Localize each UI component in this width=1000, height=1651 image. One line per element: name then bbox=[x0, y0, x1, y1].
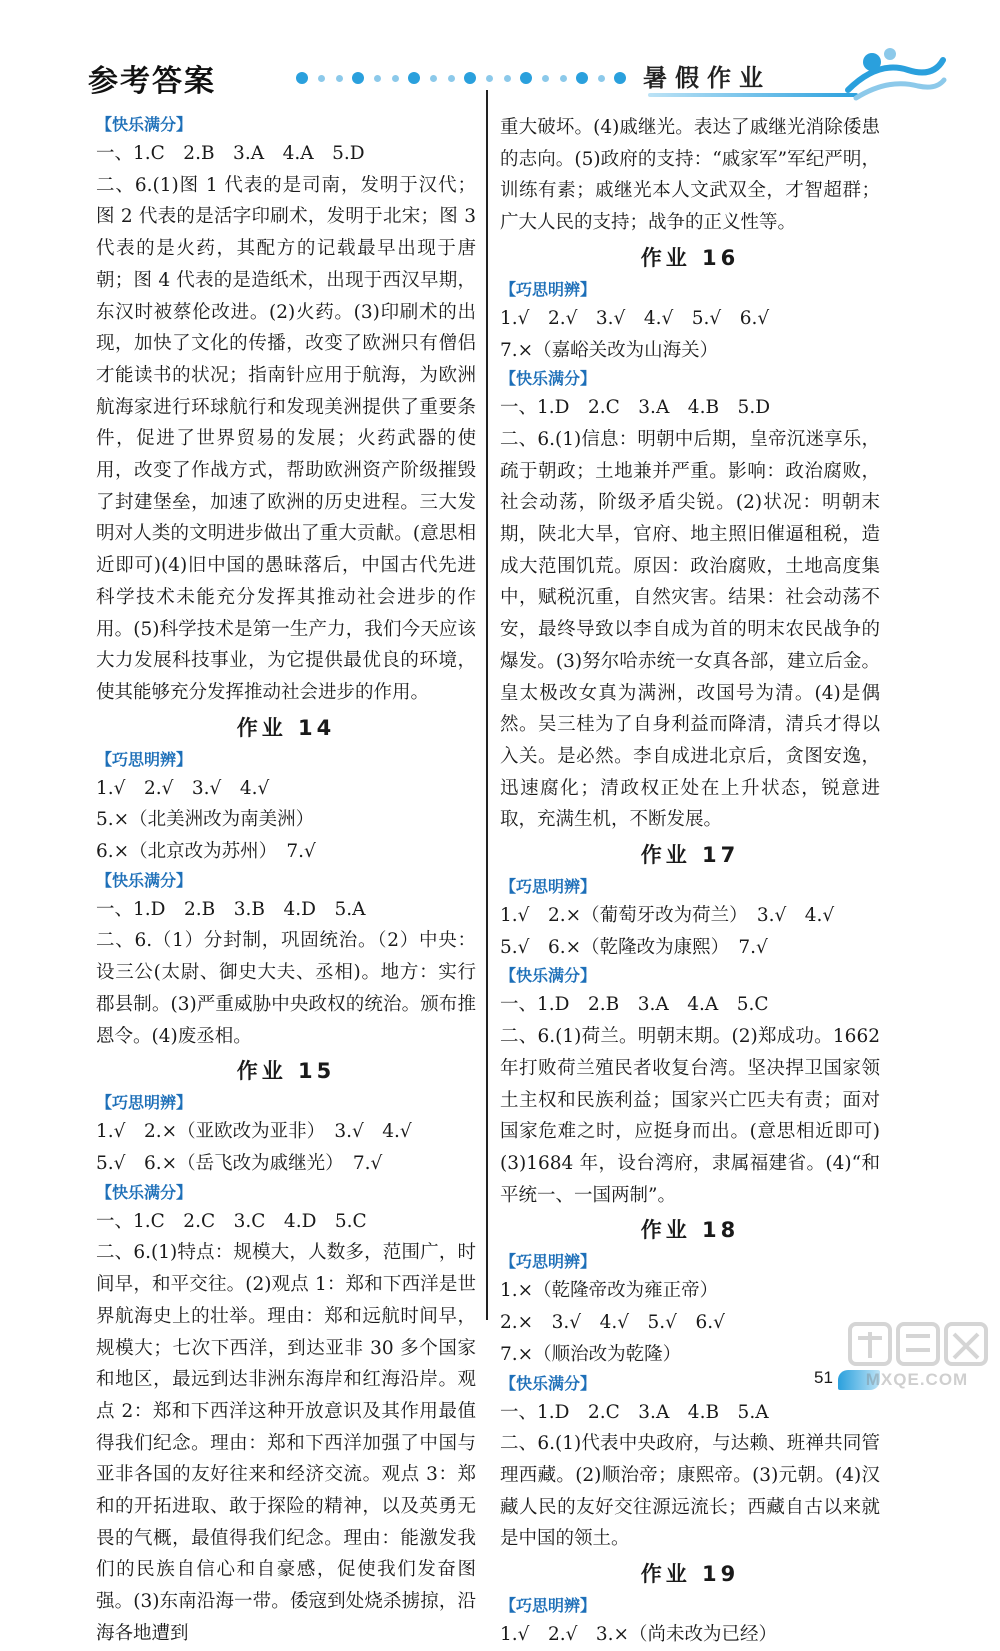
answer-line: 2.× 3.√ 4.√ 5.√ 6.√ bbox=[500, 1312, 725, 1334]
page-header bbox=[88, 48, 948, 108]
answer-line: 一、1.D 2.C 3.A 4.B 5.A bbox=[500, 1401, 769, 1423]
answer-line: 一、1.C 2.C 3.C 4.D 5.C bbox=[96, 1210, 367, 1232]
answer-paragraph: 重大破坏。(4)戚继光。表达了戚继光消除倭患的志向。(5)政府的支持：“戚家军”军纪严明，训练有素；戚继光本人文武双全，才智超群；广大人民的支持；战争的正义性等。 bbox=[500, 117, 880, 234]
answer-line: 1.√ 2.√ 3.√ 4.√ 5.√ 6.√ bbox=[500, 307, 770, 329]
homework-heading-14: 作业 14 bbox=[236, 715, 336, 740]
answer-line: 7.×（顺治改为乾隆） bbox=[500, 1343, 682, 1365]
watermark-text: MXQE.COM bbox=[865, 1370, 969, 1389]
watermark-logo-icon bbox=[842, 1318, 992, 1370]
wave-logo-icon bbox=[838, 40, 948, 106]
answer-line: 5.√ 6.×（乾隆改为康熙） 7.√ bbox=[500, 936, 768, 958]
section-tag: 【巧思明辨】 bbox=[500, 877, 597, 897]
section-tag: 【快乐满分】 bbox=[500, 1373, 597, 1393]
section-tag: 【巧思明辨】 bbox=[500, 279, 597, 299]
watermark bbox=[842, 1318, 992, 1394]
answer-line: 1.√ 2.√ 3.×（尚未改为已经） bbox=[500, 1624, 778, 1646]
answer-line: 5.√ 6.×（岳飞改为戚继光） 7.√ bbox=[96, 1152, 383, 1174]
answer-line: 一、1.D 2.B 3.A 4.A 5.C bbox=[500, 994, 769, 1016]
homework-heading-17: 作业 17 bbox=[640, 843, 740, 868]
answer-paragraph: 二、6.(1)荷兰。明朝末期。(2)郑成功。1662 年打败荷兰殖民者收复台湾。坚决捍卫国家领土主权和民族利益；国家兴亡匹夫有责；面对国家危难之时，应挺身而出。(意思相近即可)(3)1684 年，设台湾府，隶属福建省。(4)“和平统一、一国两制”。 bbox=[500, 1026, 880, 1206]
answer-line: 1.×（乾隆帝改为雍正帝） bbox=[500, 1280, 719, 1302]
section-tag: 【快乐满分】 bbox=[96, 870, 193, 890]
left-column bbox=[96, 112, 476, 1650]
answer-line: 1.√ 2.×（亚欧改为亚非） 3.√ 4.√ bbox=[96, 1121, 412, 1143]
answer-line: 7.×（嘉峪关改为山海关） bbox=[500, 339, 719, 361]
section-tag: 【巧思明辨】 bbox=[500, 1252, 597, 1272]
answer-line: 一、1.C 2.B 3.A 4.A 5.D bbox=[96, 143, 365, 164]
section-tag: 【快乐满分】 bbox=[96, 115, 193, 134]
section-tag: 【快乐满分】 bbox=[500, 369, 597, 389]
brand-underline bbox=[648, 93, 858, 97]
right-column bbox=[500, 112, 880, 1651]
header-brand: 暑假作业 bbox=[643, 64, 771, 92]
section-tag: 【快乐满分】 bbox=[96, 1182, 193, 1202]
answer-line: 1.√ 2.√ 3.√ 4.√ bbox=[96, 777, 270, 799]
answer-paragraph: 二、6.(1)特点：规模大，人数多，范围广，时间早，和平交往。(2)观点 1：郑和下西洋是世界航海史上的壮举。理由：郑和远航时间早，规模大；七次下西洋，到达亚非 30 多个国家和地区，最远到达非洲东海岸和红海沿岸。观点 2：郑和下西洋这种开放意识及其作用最值得我们纪念。理由：郑和下西洋加强了中国与亚非各国的友好往来和经济交流。观点 3：郑和的开拓进取、敢于探险的精神，以及英勇无畏的气概，最值得我们纪念。理由：能激发我们的民族自信心和自豪感，促使我们发奋图强。(3)东南沿海一带。倭寇到处烧杀掳掠，沿海各地遭到 bbox=[96, 1242, 476, 1644]
answer-paragraph: 二、6.（1）分封制，巩固统治。（2）中央：设三公(太尉、御史大夫、丞相)。地方：实行郡县制。(3)严重威胁中央政权的统治。颁布推恩令。(4)废丞相。 bbox=[96, 930, 476, 1047]
homework-heading-18: 作业 18 bbox=[640, 1218, 740, 1243]
answer-paragraph: 二、6.(1)代表中央政府，与达赖、班禅共同管理西藏。(2)顺治帝；康熙帝。(3)元朝。(4)汉藏人民的友好交往源远流长；西藏自古以来就是中国的领土。 bbox=[500, 1433, 880, 1550]
answer-line: 一、1.D 2.C 3.A 4.B 5.D bbox=[500, 397, 771, 419]
answer-line: 一、1.D 2.B 3.B 4.D 5.A bbox=[96, 898, 366, 920]
section-tag: 【快乐满分】 bbox=[500, 966, 597, 986]
section-tag: 【巧思明辨】 bbox=[96, 749, 193, 769]
answer-line: 1.√ 2.×（葡萄牙改为荷兰） 3.√ 4.√ bbox=[500, 905, 835, 927]
section-tag: 【巧思明辨】 bbox=[96, 1093, 193, 1113]
homework-heading-19: 作业 19 bbox=[640, 1562, 740, 1587]
section-tag: 【巧思明辨】 bbox=[500, 1596, 597, 1616]
answer-paragraph: 二、6.(1)图 1 代表的是司南，发明于汉代；图 2 代表的是活字印刷术，发明于北宋；图 3 代表的是火药，其配方的记载最早出现于唐朝；图 4 代表的是造纸术，出现于西汉早期，东汉时被蔡伦改进。(2)火药。(3)印刷术的出现，加快了文化的传播，改变了欧洲只有僧侣才能读书的状况；指南针应用于航海，为欧洲航海家进行环球航行和发现美洲提供了重要条件，促进了世界贸易的发展；火药武器的使用，改变了作战方式，帮助欧洲资产阶级摧毁了封建堡垒，加速了欧洲的历史进程。三大发明对人类的文明进步做出了重大贡献。(意思相近即可)(4)旧中国的愚昧落后，中国古代先进科学技术未能充分发挥其推动社会进步的作用。(5)科学技术是第一生产力，我们今天应该大力发展科技事业，为它提供最优良的环境，使其能够充分发挥推动社会进步的作用。 bbox=[96, 174, 476, 703]
homework-heading-15: 作业 15 bbox=[236, 1059, 336, 1084]
answer-paragraph: 二、6.(1)信息：明朝中后期，皇帝沉迷享乐，疏于朝政；土地兼并严重。影响：政治腐败，社会动荡，阶级矛盾尖锐。(2)状况：明朝末期，陕北大旱，官府、地主照旧催逼租税，造成大范围饥荒。原因：政治腐败，土地高度集中，赋税沉重，自然灾害。结果：社会动荡不安，最终导致以李自成为首的明末农民战争的爆发。(3)努尔哈赤统一女真各部，建立后金。皇太极改女真为满洲，改国号为清。(4)是偶然。吴三桂为了自身利益而降清，清兵才得以入关。是必然。李自成进北京后，贪图安逸，迅速腐化；清政权正处在上升状态，锐意进取，充满生机，不断发展。 bbox=[500, 428, 880, 831]
column-divider bbox=[486, 90, 488, 1320]
answer-line: 6.×（北京改为苏州） 7.√ bbox=[96, 841, 316, 863]
page-number: 51 bbox=[814, 1368, 833, 1387]
answer-line: 5.×（北美洲改为南美洲） bbox=[96, 809, 315, 831]
homework-heading-16: 作业 16 bbox=[640, 245, 740, 270]
header-title: 参考答案 bbox=[88, 64, 216, 99]
